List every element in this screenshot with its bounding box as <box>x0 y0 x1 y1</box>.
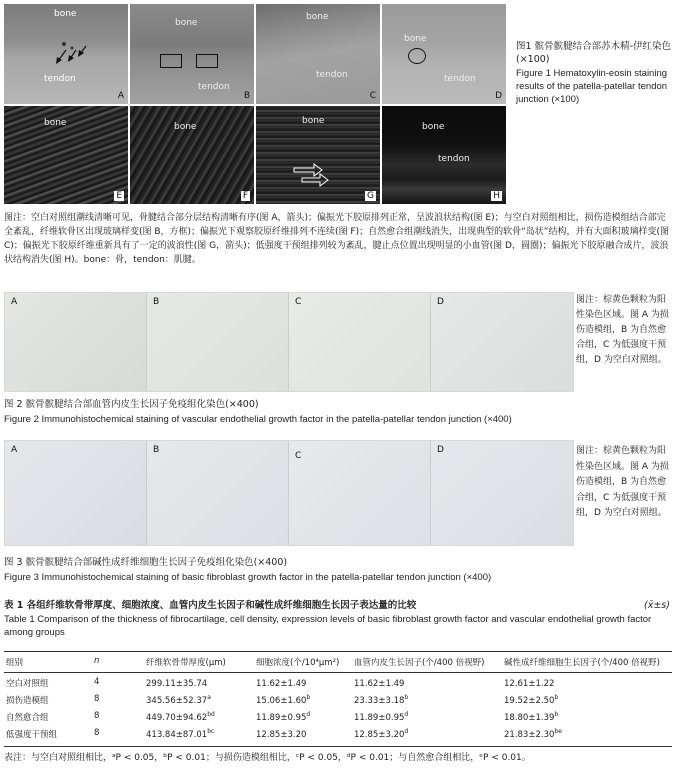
figure1-caption-en: Figure 1 Hematoxylin-eosin staining results of the patella-patellar tendon junction (×100) <box>516 68 668 105</box>
cell-n-value: 4 <box>94 677 100 687</box>
cell-group-value: 低强度干预组 <box>6 730 58 740</box>
cell-n <box>94 677 99 687</box>
panel-letter: A <box>11 445 18 455</box>
significance-mark: d <box>306 711 311 718</box>
figure1-note: 图注：空白对照组潮线清晰可见，骨腱结合部分层结构清晰有序(图 A，箭头)；偏振光下胶原排列正常，呈波浪状结构(图 E)；与空白对照组相比，损伤造模组结合部完全紊乱，纤维软骨区出现玻璃样变(图 B，方框)；偏振光下观察胶原纤维排列不连续(图 F)；自然愈合组潮线消失，出现典型的软骨“岛状”结构，并有大面积玻璃样变(图 C)；偏振光下胶原纤维重新具有了一定的波浪性(图 G，箭头)；低强度干预组排列较为紊乱，腱止点位置出现明显的小血管(图 D，圆圈)；偏振光下胶原融合成片，波浪状结构消失(图 H)。bone：骨，tendon：肌腱。 <box>4 213 669 265</box>
cell-vegf-value: 23.33±3.18 <box>354 695 405 706</box>
figure3-panel-b <box>147 441 289 545</box>
table-rule-mid <box>4 672 672 673</box>
cell-density <box>256 728 306 740</box>
cell-n <box>94 694 99 704</box>
header-n: n <box>94 656 100 666</box>
figure1-caption-cn: 图1 髌骨髌腱结合部苏木精-伊红染色(×100) <box>516 41 671 65</box>
panel-letter: D <box>495 91 502 101</box>
cell-vegf <box>354 694 408 706</box>
header-cell-density: 细胞浓度(个/10⁴μm²) <box>256 658 340 668</box>
figure1-panel-g <box>256 106 380 204</box>
tendon-label: tendon <box>198 82 230 92</box>
bone-label: bone <box>422 122 445 132</box>
cell-group <box>6 694 49 706</box>
table1-stat: (x̄±s) <box>644 600 670 611</box>
tendon-label: tendon <box>316 70 348 80</box>
bone-label: bone <box>54 9 77 19</box>
cell-vegf <box>354 728 408 740</box>
panel-letter: E <box>116 191 122 201</box>
cell-thickness <box>146 677 207 689</box>
cell-thickness-value: 345.56±52.37 <box>146 695 208 706</box>
cell-bfgf-value: 18.80±1.39 <box>504 712 555 723</box>
figure1-panel-c <box>256 4 380 104</box>
table1-title-en: Table 1 Comparison of the thickness of fibrocartilage, cell density, expression levels of basic fibroblast growth factor and vascular endothelial growth factor among groups <box>4 614 652 638</box>
cell-thickness-value: 299.11±35.74 <box>146 678 208 689</box>
cell-bfgf-value: 12.61±1.22 <box>504 678 555 689</box>
cell-bfgf-value: 19.52±2.50 <box>504 695 555 706</box>
figure2-panel-c <box>289 293 431 391</box>
cell-density-value: 11.62±1.49 <box>256 678 307 689</box>
significance-mark: d <box>404 728 409 735</box>
panel-letter: C <box>369 91 376 101</box>
cell-n-value: 8 <box>94 728 100 738</box>
panel-letter: D <box>437 445 444 455</box>
figure2-caption-cn: 图 2 髌骨髌腱结合部血管内皮生长因子免疫组化染色(×400) <box>4 399 259 410</box>
table-rule-top <box>4 651 672 652</box>
figure1-panel-h <box>382 106 506 204</box>
figure2-panel-a <box>5 293 147 391</box>
figure2-panel-d <box>431 293 573 391</box>
cell-n-value: 8 <box>94 694 100 704</box>
cell-thickness <box>146 728 214 740</box>
roi-box <box>196 54 218 68</box>
table1-footnote: 表注：与空白对照组相比，ᵃP < 0.05，ᵇP < 0.01；与损伤造模组相比，ᶜP < 0.05，ᵈP < 0.01；与自然愈合组相比，ᵉP < 0.01。 <box>4 753 531 763</box>
panel-letter: H <box>493 191 500 201</box>
figure3-panel-d <box>431 441 573 545</box>
cell-group-value: 空白对照组 <box>6 679 49 689</box>
figure3-panel-a <box>5 441 147 545</box>
cell-vegf <box>354 677 404 689</box>
panel-letter: G <box>367 191 374 201</box>
vessel-circle <box>408 48 426 64</box>
header-bfgf: 碱性成纤维细胞生长因子(个/400 倍视野) <box>504 658 660 668</box>
tendon-label: tendon <box>444 74 476 84</box>
significance-mark: b <box>306 694 311 701</box>
cell-bfgf <box>504 694 558 706</box>
bone-label: bone <box>174 122 197 132</box>
header-group: 组别 <box>6 658 24 668</box>
figure1-panel-f <box>130 106 254 204</box>
panel-letter: A <box>11 297 18 307</box>
cell-vegf-value: 12.85±3.20 <box>354 729 405 740</box>
cell-density <box>256 677 306 689</box>
panel-letter: B <box>243 91 250 101</box>
cell-n-value: 8 <box>94 711 100 721</box>
cell-density-value: 12.85±3.20 <box>256 729 307 740</box>
cell-thickness-value: 413.84±87.01 <box>146 729 208 740</box>
cell-bfgf <box>504 728 562 740</box>
figure1-panel-b <box>130 4 254 104</box>
cell-vegf <box>354 711 408 723</box>
significance-mark: b <box>554 694 559 701</box>
arrows-icon <box>256 106 380 204</box>
figure3-note: 图注：棕黄色颗粒为阳性染色区域。图 A 为损伤造模组，B 为自然愈合组，C 为低强度干预组，D 为空白对照组。 <box>576 446 669 518</box>
figure3-caption-en: Figure 3 Immunohistochemical staining of basic fibroblast growth factor in the patella-patellar tendon junction (×400) <box>4 572 492 583</box>
arrows-icon <box>4 4 128 104</box>
panel-letter: A <box>117 91 124 101</box>
figure2-caption-en: Figure 2 Immunohistochemical staining of vascular endothelial growth factor in the patella-patellar tendon junction (×400) <box>4 414 512 425</box>
cell-bfgf <box>504 677 554 689</box>
cell-group <box>6 728 57 740</box>
figure3-caption-cn: 图 3 髌骨髌腱结合部碱性成纤维细胞生长因子免疫组化染色(×400) <box>4 557 288 568</box>
header-vegf: 血管内皮生长因子(个/400 倍视野) <box>354 658 485 668</box>
significance-mark: b <box>404 694 409 701</box>
cell-vegf-value: 11.62±1.49 <box>354 678 405 689</box>
table1-title-cn: 表 1 各组纤维软骨带厚度、细胞浓度、血管内皮生长因子和碱性成纤维细胞生长因子表达量的比较 <box>4 600 417 611</box>
significance-mark: be <box>554 728 562 735</box>
bone-label: bone <box>175 18 198 28</box>
header-thickness: 纤维软骨带厚度(μm) <box>146 658 226 668</box>
bone-label: bone <box>302 116 325 126</box>
figure2-note: 图注：棕黄色颗粒为阳性染色区域。图 A 为损伤造模组，B 为自然愈合组，C 为低强度干预组，D 为空白对照组。 <box>576 295 669 365</box>
cell-density-value: 15.06±1.60 <box>256 695 307 706</box>
cell-density <box>256 711 310 723</box>
bone-label: bone <box>44 118 67 128</box>
cell-density-value: 11.89±0.95 <box>256 712 307 723</box>
cell-group-value: 损伤造模组 <box>6 696 49 706</box>
cell-density <box>256 694 310 706</box>
roi-box <box>160 54 182 68</box>
cell-n <box>94 711 99 721</box>
cell-group-value: 自然愈合组 <box>6 713 49 723</box>
significance-mark: a <box>207 694 211 701</box>
significance-mark: bc <box>207 728 215 735</box>
significance-mark: d <box>404 711 409 718</box>
panel-letter: D <box>437 297 444 307</box>
cell-bfgf <box>504 711 558 723</box>
table-rule-bottom <box>4 746 672 747</box>
panel-letter: B <box>153 297 160 307</box>
tendon-label: tendon <box>438 154 470 164</box>
cell-group <box>6 677 49 689</box>
figure1-caption <box>516 40 674 106</box>
figure1-panel-d <box>382 4 506 104</box>
cell-n <box>94 728 99 738</box>
panel-letter: C <box>295 451 302 461</box>
figure1-panel-e <box>4 106 128 204</box>
significance-mark: b <box>554 711 559 718</box>
bone-label: bone <box>306 12 329 22</box>
cell-thickness-value: 449.70±94.62 <box>146 712 208 723</box>
cell-thickness <box>146 694 211 706</box>
panel-letter: C <box>295 297 302 307</box>
cell-thickness <box>146 711 215 723</box>
panel-letter: F <box>242 191 248 201</box>
tendon-label: tendon <box>44 74 76 84</box>
figure3-panel-c <box>289 441 431 545</box>
panel-letter: B <box>153 445 160 455</box>
figure2-panel-b <box>147 293 289 391</box>
significance-mark: bd <box>207 711 215 718</box>
bone-label: bone <box>404 34 427 44</box>
figure1-panel-a <box>4 4 128 104</box>
cell-vegf-value: 11.89±0.95 <box>354 712 405 723</box>
cell-group <box>6 711 49 723</box>
cell-bfgf-value: 21.83±2.30 <box>504 729 555 740</box>
